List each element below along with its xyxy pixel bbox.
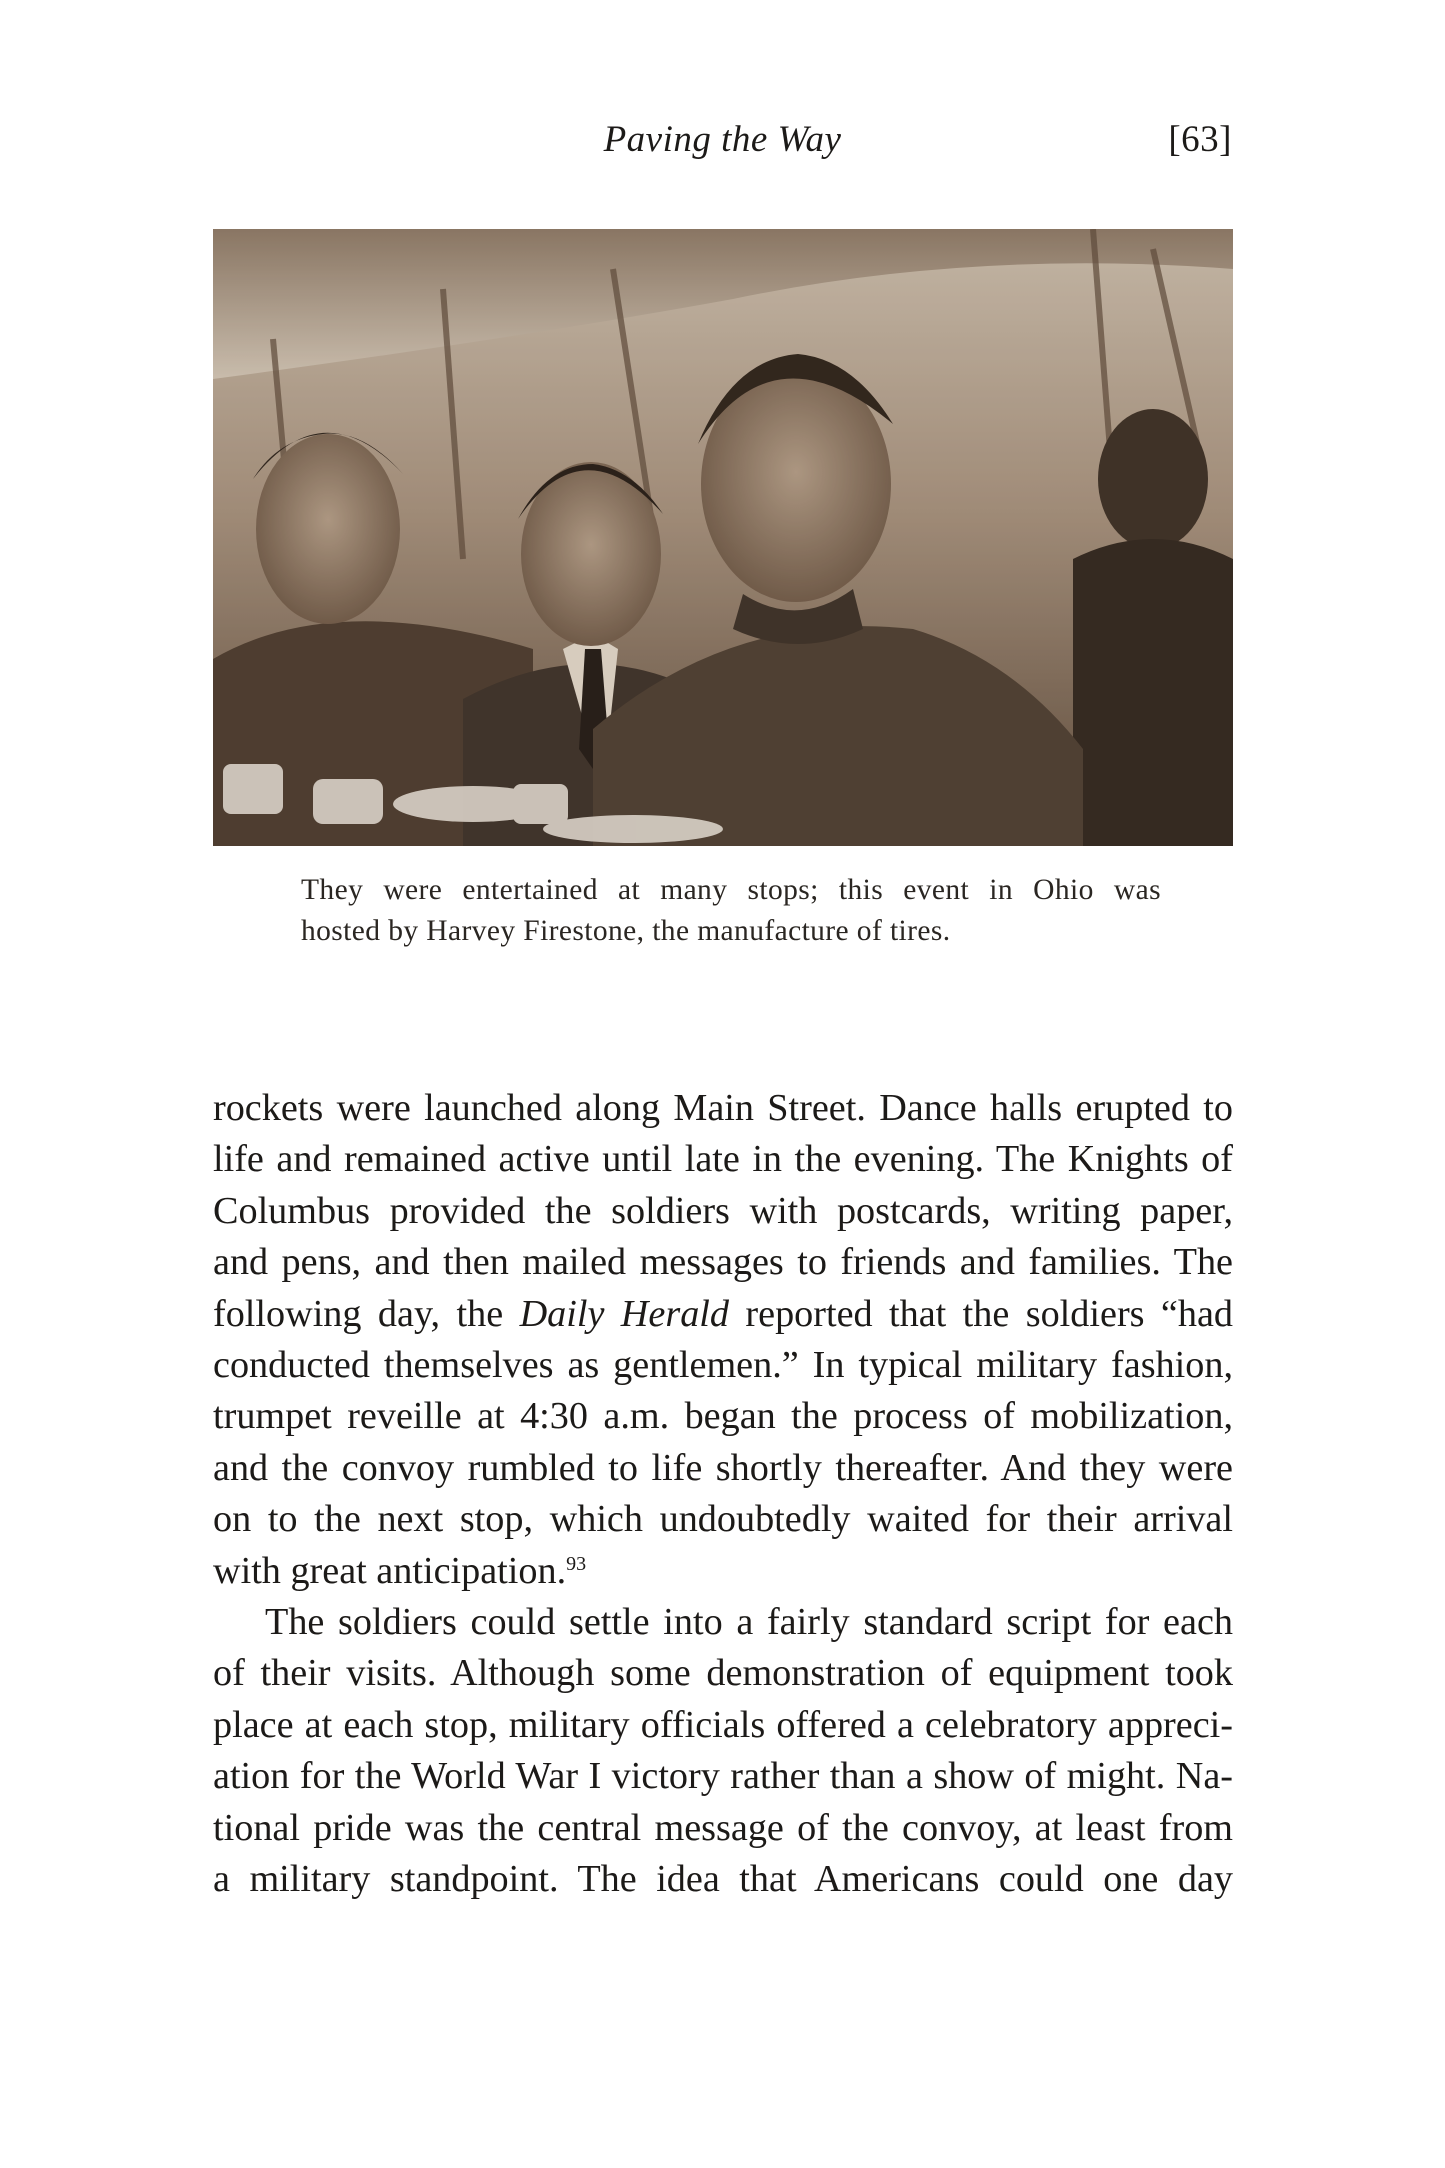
- text-line: place at each stop, military officials offered a celebratory appreci-: [213, 1703, 1233, 1746]
- text-line: The soldiers could settle into a fairly standard script for each: [265, 1601, 1233, 1644]
- caption-line: hosted by Harvey Firestone, the manufacture of tires.: [301, 915, 951, 947]
- historical-photo: [213, 229, 1233, 846]
- text-line: ation for the World War I victory rather than a show of might. Na-: [213, 1755, 1233, 1798]
- text-line: Columbus provided the soldiers with postcards, writing paper,: [213, 1189, 1233, 1232]
- text-line: and the convoy rumbled to life shortly thereafter. And they were: [213, 1446, 1233, 1489]
- text-line: [213, 1289, 1233, 1340]
- running-header: [0, 118, 1445, 178]
- text-line: tional pride was the central message of the convoy, at least from: [213, 1806, 1233, 1849]
- text-fragment: following day, the: [213, 1292, 520, 1335]
- text-line: a military standpoint. The idea that Americans could one day: [213, 1858, 1233, 1901]
- text-line: [213, 1546, 1233, 1597]
- caption-line: They were entertained at many stops; this event in Ohio was: [301, 874, 1161, 906]
- body-text: [213, 1083, 1233, 1906]
- text-fragment: reported that the soldiers “had: [729, 1292, 1234, 1335]
- paragraph-1: [213, 1083, 1233, 1597]
- text-line: life and remained active until late in the evening. The Knights of: [213, 1138, 1233, 1181]
- text-line: on to the next stop, which undoubtedly waited for their arrival: [213, 1498, 1233, 1541]
- newspaper-title: Daily Herald: [519, 1292, 729, 1335]
- text-line: and pens, and then mailed messages to friends and families. The: [213, 1241, 1233, 1284]
- text-fragment: with great anticipation.: [213, 1549, 567, 1592]
- footnote-marker: 93: [566, 1552, 587, 1575]
- running-title: Paving the Way: [603, 119, 842, 160]
- paragraph-2: [213, 1597, 1233, 1905]
- text-line: conducted themselves as gentlemen.” In typical military fashion,: [213, 1344, 1233, 1387]
- text-line: rockets were launched along Main Street. Dance halls erupted to: [213, 1087, 1233, 1129]
- text-line: of their visits. Although some demonstration of equipment took: [213, 1652, 1233, 1695]
- photo-caption: [301, 870, 1161, 952]
- page-number: [63]: [1168, 119, 1232, 160]
- photo-illustration: [213, 229, 1233, 846]
- text-line: trumpet reveille at 4:30 a.m. began the process of mobilization,: [213, 1395, 1233, 1438]
